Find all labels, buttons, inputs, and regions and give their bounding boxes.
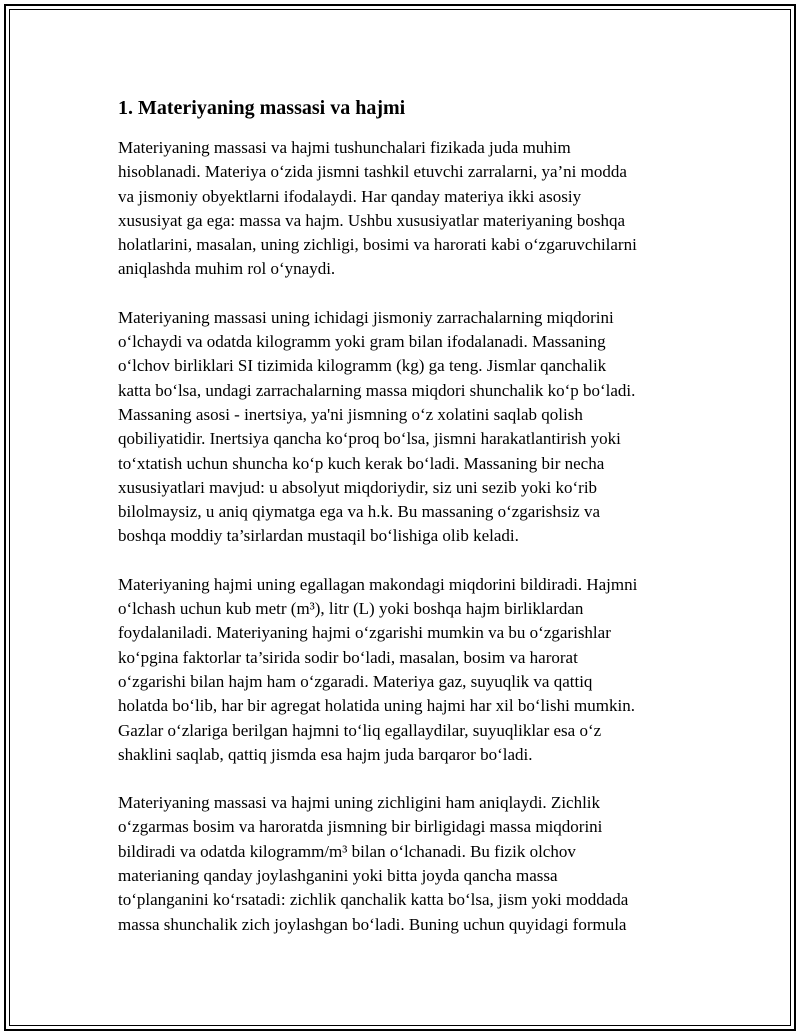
paragraph-line: xususiyatlari mavjud: u absolyut miqdoriydir, siz uni sezib yoki ko‘rib [118, 477, 598, 497]
paragraph-line: boshqa moddiy ta’sirlardan mustaqil bo‘lishiga olib keladi. [118, 526, 519, 546]
paragraph-line: holatlarini, masalan, uning zichligi, bosimi va harorati kabi o‘zgaruvchilarni [118, 235, 637, 255]
paragraph-line: o‘lchash uchun kub metr (m³), litr (L) yoki boshqa hajm birliklardan [118, 599, 584, 619]
paragraph-line: hisoblanadi. Materiya o‘zida jismni tashkil etuvchi zarralarni, ya’ni modda [118, 162, 627, 182]
document-body [118, 94, 688, 961]
paragraph-line: xususiyat ga ega: massa va hajm. Ushbu xususiyatlar materiyaning boshqa [118, 210, 626, 230]
paragraph-line: ko‘pgina faktorlar ta’sirida sodir bo‘ladi, masalan, bosim va harorat [118, 647, 578, 667]
paragraph-line: va jismoniy obyektlarni ifodalaydi. Har qanday materiya ikki asosiy [118, 186, 582, 206]
paragraph-line: aniqlashda muhim rol o‘ynaydi. [118, 259, 336, 279]
paragraph-line: Materiyaning hajmi uning egallagan makondagi miqdorini bildiradi. Hajmni [118, 574, 638, 594]
paragraph-intro [118, 136, 688, 282]
paragraph-line: Materiyaning massasi va hajmi tushunchalari fizikada juda muhim [118, 138, 571, 157]
paragraph-line: holatda bo‘lib, har bir agregat holatida uning hajmi har xil bo‘lishi mumkin. [118, 696, 635, 716]
paragraph-volume [118, 573, 688, 767]
paragraph-line: shaklini saqlab, qattiq jismda esa hajm juda barqaror bo‘ladi. [118, 744, 533, 764]
paragraph-mass [118, 306, 688, 549]
paragraph-line: Gazlar o‘zlariga berilgan hajmni to‘liq egallaydilar, suyuqliklar esa o‘z [118, 720, 602, 740]
section-heading: 1. Materiyaning massasi va hajmi [118, 97, 406, 119]
paragraph-line: Massaning asosi - inertsiya, ya'ni jismning o‘z xolatini saqlab qolish [118, 404, 583, 424]
paragraph-line: bildiradi va odatda kilogramm/m³ bilan o‘lchanadi. Bu fizik olchov [118, 841, 576, 861]
paragraph-line: to‘planganini ko‘rsatadi: zichlik qanchalik katta bo‘lsa, jism yoki moddada [118, 890, 629, 910]
paragraph-line: bilolmaysiz, u aniq qiymatga ega va h.k. Bu massaning o‘zgarishsiz va [118, 502, 601, 522]
paragraph-line: o‘zgarmas bosim va haroratda jismning bir birligidagi massa miqdorini [118, 817, 603, 837]
paragraph-line: to‘xtatish uchun shuncha ko‘p kuch kerak bo‘ladi. Massaning bir necha [118, 453, 605, 473]
paragraph-line: foydalaniladi. Materiyaning hajmi o‘zgarishi mumkin va bu o‘zgarishlar [118, 623, 611, 643]
paragraph-line: massa shunchalik zich joylashgan bo‘ladi. Buning uchun quyidagi formula [118, 914, 627, 934]
paragraph-line: katta bo‘lsa, undagi zarrachalarning massa miqdori shunchalik ko‘p bo‘ladi. [118, 380, 636, 400]
paragraph-line: o‘zgarishi bilan hajm ham o‘zgaradi. Materiya gaz, suyuqlik va qattiq [118, 671, 593, 691]
paragraph-line: Materiyaning massasi va hajmi uning zichligini ham aniqlaydi. Zichlik [118, 793, 601, 813]
paragraph-density [118, 791, 688, 937]
paragraph-line: qobiliyatidir. Inertsiya qancha ko‘proq bo‘lsa, jismni harakatlantirish yoki [118, 429, 621, 449]
paragraph-line: o‘lchaydi va odatda kilogramm yoki gram bilan ifodalanadi. Massaning [118, 332, 606, 352]
paragraph-line: materianing qanday joylashganini yoki bitta joyda qancha massa [118, 866, 558, 886]
paragraph-line: o‘lchov birliklari SI tizimida kilogramm (kg) ga teng. Jismlar qanchalik [118, 356, 607, 376]
paragraph-line: Materiyaning massasi uning ichidagi jismoniy zarrachalarning miqdorini [118, 307, 614, 327]
